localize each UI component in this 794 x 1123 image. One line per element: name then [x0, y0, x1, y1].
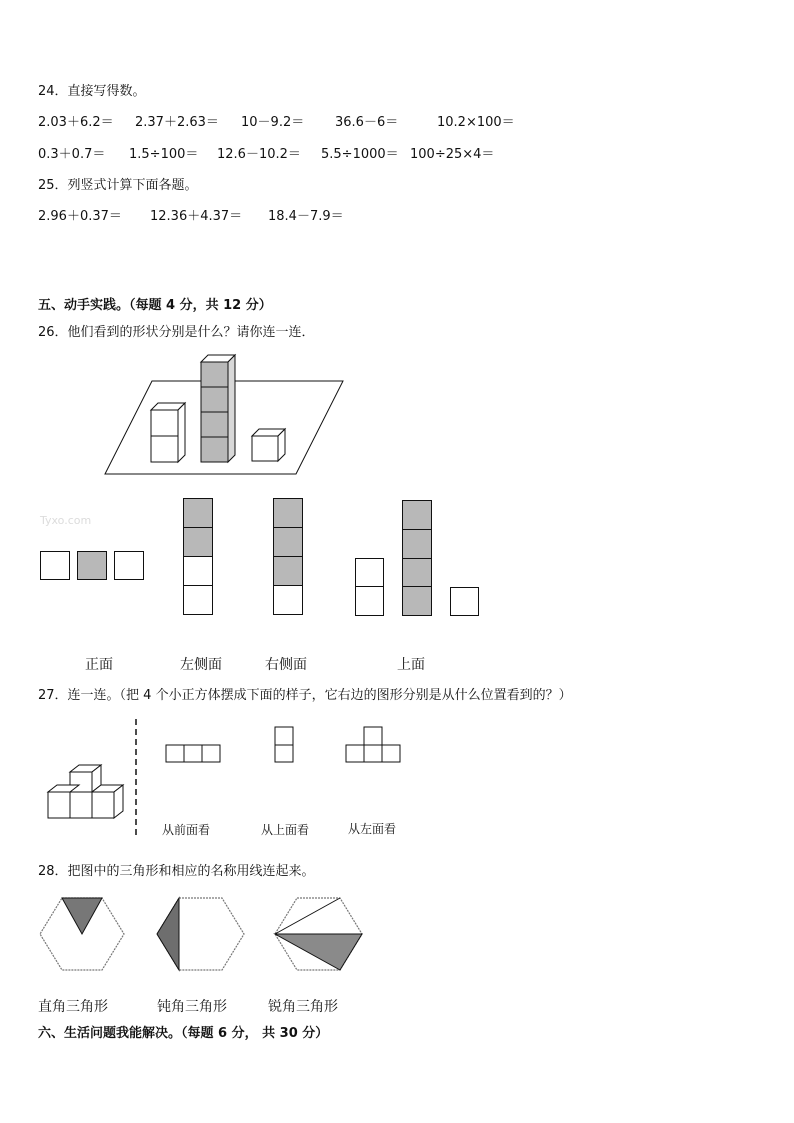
- q24-expr: 1.5÷100＝: [129, 147, 199, 162]
- q24-expr: 10－9.2＝: [241, 115, 305, 130]
- q24-expr: 2.37＋2.63＝: [135, 115, 219, 130]
- q24-expr: 0.3＋0.7＝: [38, 147, 106, 162]
- q28-label-acute: 锐角三角形: [268, 999, 338, 1015]
- q24-title: 24．直接写得数。: [38, 84, 146, 99]
- q27-label-left: 从左面看: [348, 822, 397, 836]
- q28-label-right: 直角三角形: [38, 999, 108, 1015]
- q26-title: 26．他们看到的形状分别是什么？请你连一连．: [38, 325, 315, 340]
- q27-label-front: 从前面看: [162, 823, 211, 837]
- section-5-heading: 五、动手实践。（每题 4 分，共 12 分）: [38, 298, 272, 313]
- q24-expr: 2.03＋6.2＝: [38, 115, 114, 130]
- q27-label-top: 从上面看: [261, 823, 310, 837]
- q25-expr: 12.36＋4.37＝: [150, 209, 243, 224]
- q25-expr: 18.4－7.9＝: [268, 209, 344, 224]
- q24-expr: 100÷25×4＝: [410, 147, 495, 162]
- q24-expr: 10.2×100＝: [437, 115, 515, 130]
- q28-label-obtuse: 钝角三角形: [157, 999, 227, 1015]
- view-label-top: 上面: [397, 657, 425, 673]
- q25-title: 25．列竖式计算下面各题。: [38, 178, 198, 193]
- q24-expr: 36.6－6＝: [335, 115, 399, 130]
- q24-expr: 5.5÷1000＝: [321, 147, 399, 162]
- view-label-front: 正面: [85, 657, 113, 673]
- q24-expr: 12.6－10.2＝: [217, 147, 301, 162]
- view-label-left: 左侧面: [180, 657, 222, 673]
- q25-expr: 2.96＋0.37＝: [38, 209, 122, 224]
- watermark: Tyxo.com: [40, 514, 92, 527]
- view-label-right: 右侧面: [265, 657, 307, 673]
- section-6-heading: 六、生活问题我能解决。（每题 6 分， 共 30 分）: [38, 1026, 329, 1041]
- q28-title: 28．把图中的三角形和相应的名称用线连起来。: [38, 864, 315, 879]
- q27-title: 27．连一连。（把 4 个小正方体摆成下面的样子，它右边的图形分别是从什么位置看到的？）: [38, 688, 572, 703]
